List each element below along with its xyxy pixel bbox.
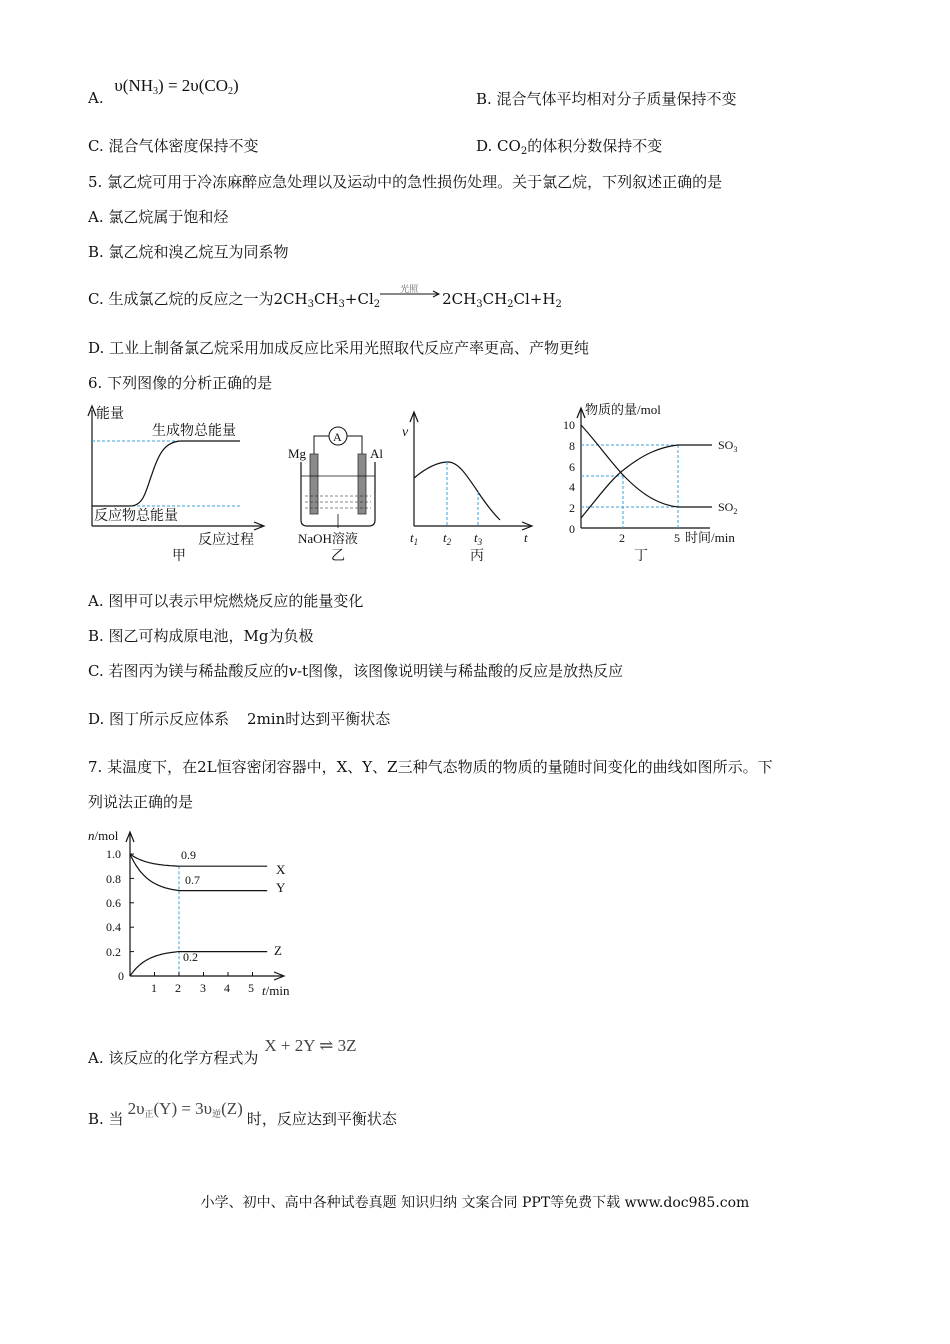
q7-option-b-equation: $2\upsilon_正(Y) = 3\upsilon_逆(Z)$ bbox=[127, 1099, 243, 1119]
jia-product-label: 生成物总能量 bbox=[152, 424, 236, 439]
yi-meter: A bbox=[333, 430, 342, 444]
q7-chart bbox=[86, 826, 316, 1001]
q7-xtick-1: 1 bbox=[151, 981, 157, 995]
bing-tlabel: t bbox=[524, 530, 528, 545]
ding-xlabel: 时间/min bbox=[685, 530, 735, 545]
jia-reactant-label: 反应物总能量 bbox=[94, 509, 178, 524]
q5-option-a: A. 氯乙烷属于饱和烃 bbox=[88, 208, 229, 226]
q4-option-c: C. 混合气体密度保持不变 bbox=[88, 137, 259, 155]
ding-xtick-5: 5 bbox=[674, 531, 680, 545]
q7-series-label-y: Y bbox=[276, 880, 286, 895]
q7-option-a: A. 该反应的化学方程式为X + 2Y ⇌ 3Z bbox=[88, 1036, 357, 1067]
jia-ylabel: 能量 bbox=[96, 407, 124, 422]
q7-stem-line1: 7. 某温度下，在2L恒容密闭容器中，X、Y、Z三种气态物质的物质的量随时间变化的曲线如图所示。下 bbox=[88, 758, 773, 776]
ding-ylabel: 物质的量/mol bbox=[585, 402, 661, 417]
ding-ytick-8: 8 bbox=[569, 439, 575, 453]
q6-option-c: C. 若图丙为镁与稀盐酸反应的v-t图像，该图像说明镁与稀盐酸的反应是放热反应 bbox=[88, 662, 624, 680]
reaction-arrow: 光照 bbox=[380, 290, 442, 304]
bing-t2: $t_2$ bbox=[443, 530, 452, 547]
q7-xtick-2: 2 bbox=[175, 981, 181, 995]
q4-option-a-expression: $\upsilon(NH_3) = 2\upsilon(CO_2)$ bbox=[114, 76, 239, 97]
q7-series-label-x: X bbox=[276, 862, 286, 877]
q7-annot-0-9: 0.9 bbox=[181, 848, 196, 862]
jia-caption: 甲 bbox=[172, 549, 186, 564]
q7-xtick-3: 3 bbox=[200, 981, 206, 995]
yi-left-electrode: Mg bbox=[288, 446, 307, 461]
figure-jia bbox=[82, 402, 272, 562]
ding-ytick-4: 4 bbox=[569, 480, 575, 494]
q6-option-b: B. 图乙可构成原电池，Mg为负极 bbox=[88, 627, 314, 645]
q7-xtick-4: 4 bbox=[224, 981, 230, 995]
q4-option-a: A. $\upsilon(NH_3) = 2\upsilon(CO_2)$ bbox=[88, 76, 239, 107]
ding-ytick-2: 2 bbox=[569, 501, 575, 515]
q6-stem: 6. 下列图像的分析正确的是 bbox=[88, 374, 273, 392]
q7-option-b: B. 当$2\upsilon_正(Y) = 3\upsilon_逆(Z)$时，反应达到平衡状态 bbox=[88, 1099, 397, 1128]
q7-ytick-0-8: 0.8 bbox=[106, 872, 121, 886]
q7-series-line-z bbox=[130, 952, 267, 976]
bing-caption: 丙 bbox=[470, 549, 484, 564]
q7-ytick-0-6: 0.6 bbox=[106, 896, 121, 910]
q7-ytick-0-4: 0.4 bbox=[106, 920, 121, 934]
q5-option-c: C. 生成氯乙烷的反应之一为$2CH_3CH_3+Cl_2$ 光照 $2CH_3CH_2Cl+H_2$ bbox=[88, 285, 562, 310]
bing-t3: $t_3$ bbox=[474, 530, 483, 547]
q7-ytick-0-2: 0.2 bbox=[106, 945, 121, 959]
q7-xtick-5: 5 bbox=[248, 981, 254, 995]
q7-ylabel: n/mol bbox=[88, 828, 119, 843]
yi-caption: 乙 bbox=[331, 549, 345, 564]
q7-annot-0-7: 0.7 bbox=[185, 873, 200, 887]
q5-stem: 5. 氯乙烷可用于冷冻麻醉应急处理以及运动中的急性损伤处理。关于氯乙烷，下列叙述正确的是 bbox=[88, 173, 723, 191]
q6-option-d: D. 图丁所示反应体系 2min时达到平衡状态 bbox=[88, 710, 391, 728]
ding-ytick-10: 10 bbox=[563, 418, 575, 432]
q7-ytick-1-0: 1.0 bbox=[106, 847, 121, 861]
ding-ytick-6: 6 bbox=[569, 460, 575, 474]
jia-xlabel: 反应过程 bbox=[198, 533, 254, 548]
figure-bing bbox=[400, 402, 540, 562]
bing-t1: $t_1$ bbox=[410, 530, 419, 547]
q5-option-b: B. 氯乙烷和溴乙烷互为同系物 bbox=[88, 243, 289, 261]
figure-ding bbox=[560, 400, 760, 565]
bing-ylabel: v bbox=[402, 425, 409, 440]
q5-option-d: D. 工业上制备氯乙烷采用加成反应比采用光照取代反应产率更高、产物更纯 bbox=[88, 339, 590, 357]
q4-option-d: D. $CO_2$的体积分数保持不变 bbox=[476, 137, 663, 157]
q7-xlabel: t/min bbox=[262, 983, 290, 998]
q4-option-b: B. 混合气体平均相对分子质量保持不变 bbox=[476, 90, 737, 108]
ding-ytick-0: 0 bbox=[569, 522, 575, 536]
q7-option-a-equation: X + 2Y ⇌ 3Z bbox=[264, 1036, 357, 1055]
yi-solution: NaOH溶液 bbox=[298, 531, 358, 546]
ding-xtick-2: 2 bbox=[619, 531, 625, 545]
q7-annot-0-2: 0.2 bbox=[183, 950, 198, 964]
q7-series-line-x bbox=[130, 854, 267, 866]
q6-option-a: A. 图甲可以表示甲烷燃烧反应的能量变化 bbox=[88, 592, 364, 610]
q7-stem-line2: 列说法正确的是 bbox=[88, 793, 194, 811]
figure-yi bbox=[283, 402, 393, 562]
page-footer: 小学、初中、高中各种试卷真题 知识归纳 文案合同 PPT等免费下载 www.doc985.com bbox=[200, 1195, 750, 1211]
ding-caption: 丁 bbox=[634, 549, 648, 564]
ding-so3-label: $SO_3$ bbox=[718, 438, 738, 454]
q7-ytick-0: 0 bbox=[118, 969, 124, 983]
yi-right-electrode: Al bbox=[370, 446, 383, 461]
ding-so2-label: $SO_2$ bbox=[718, 500, 738, 516]
q7-series-label-z: Z bbox=[274, 943, 282, 958]
